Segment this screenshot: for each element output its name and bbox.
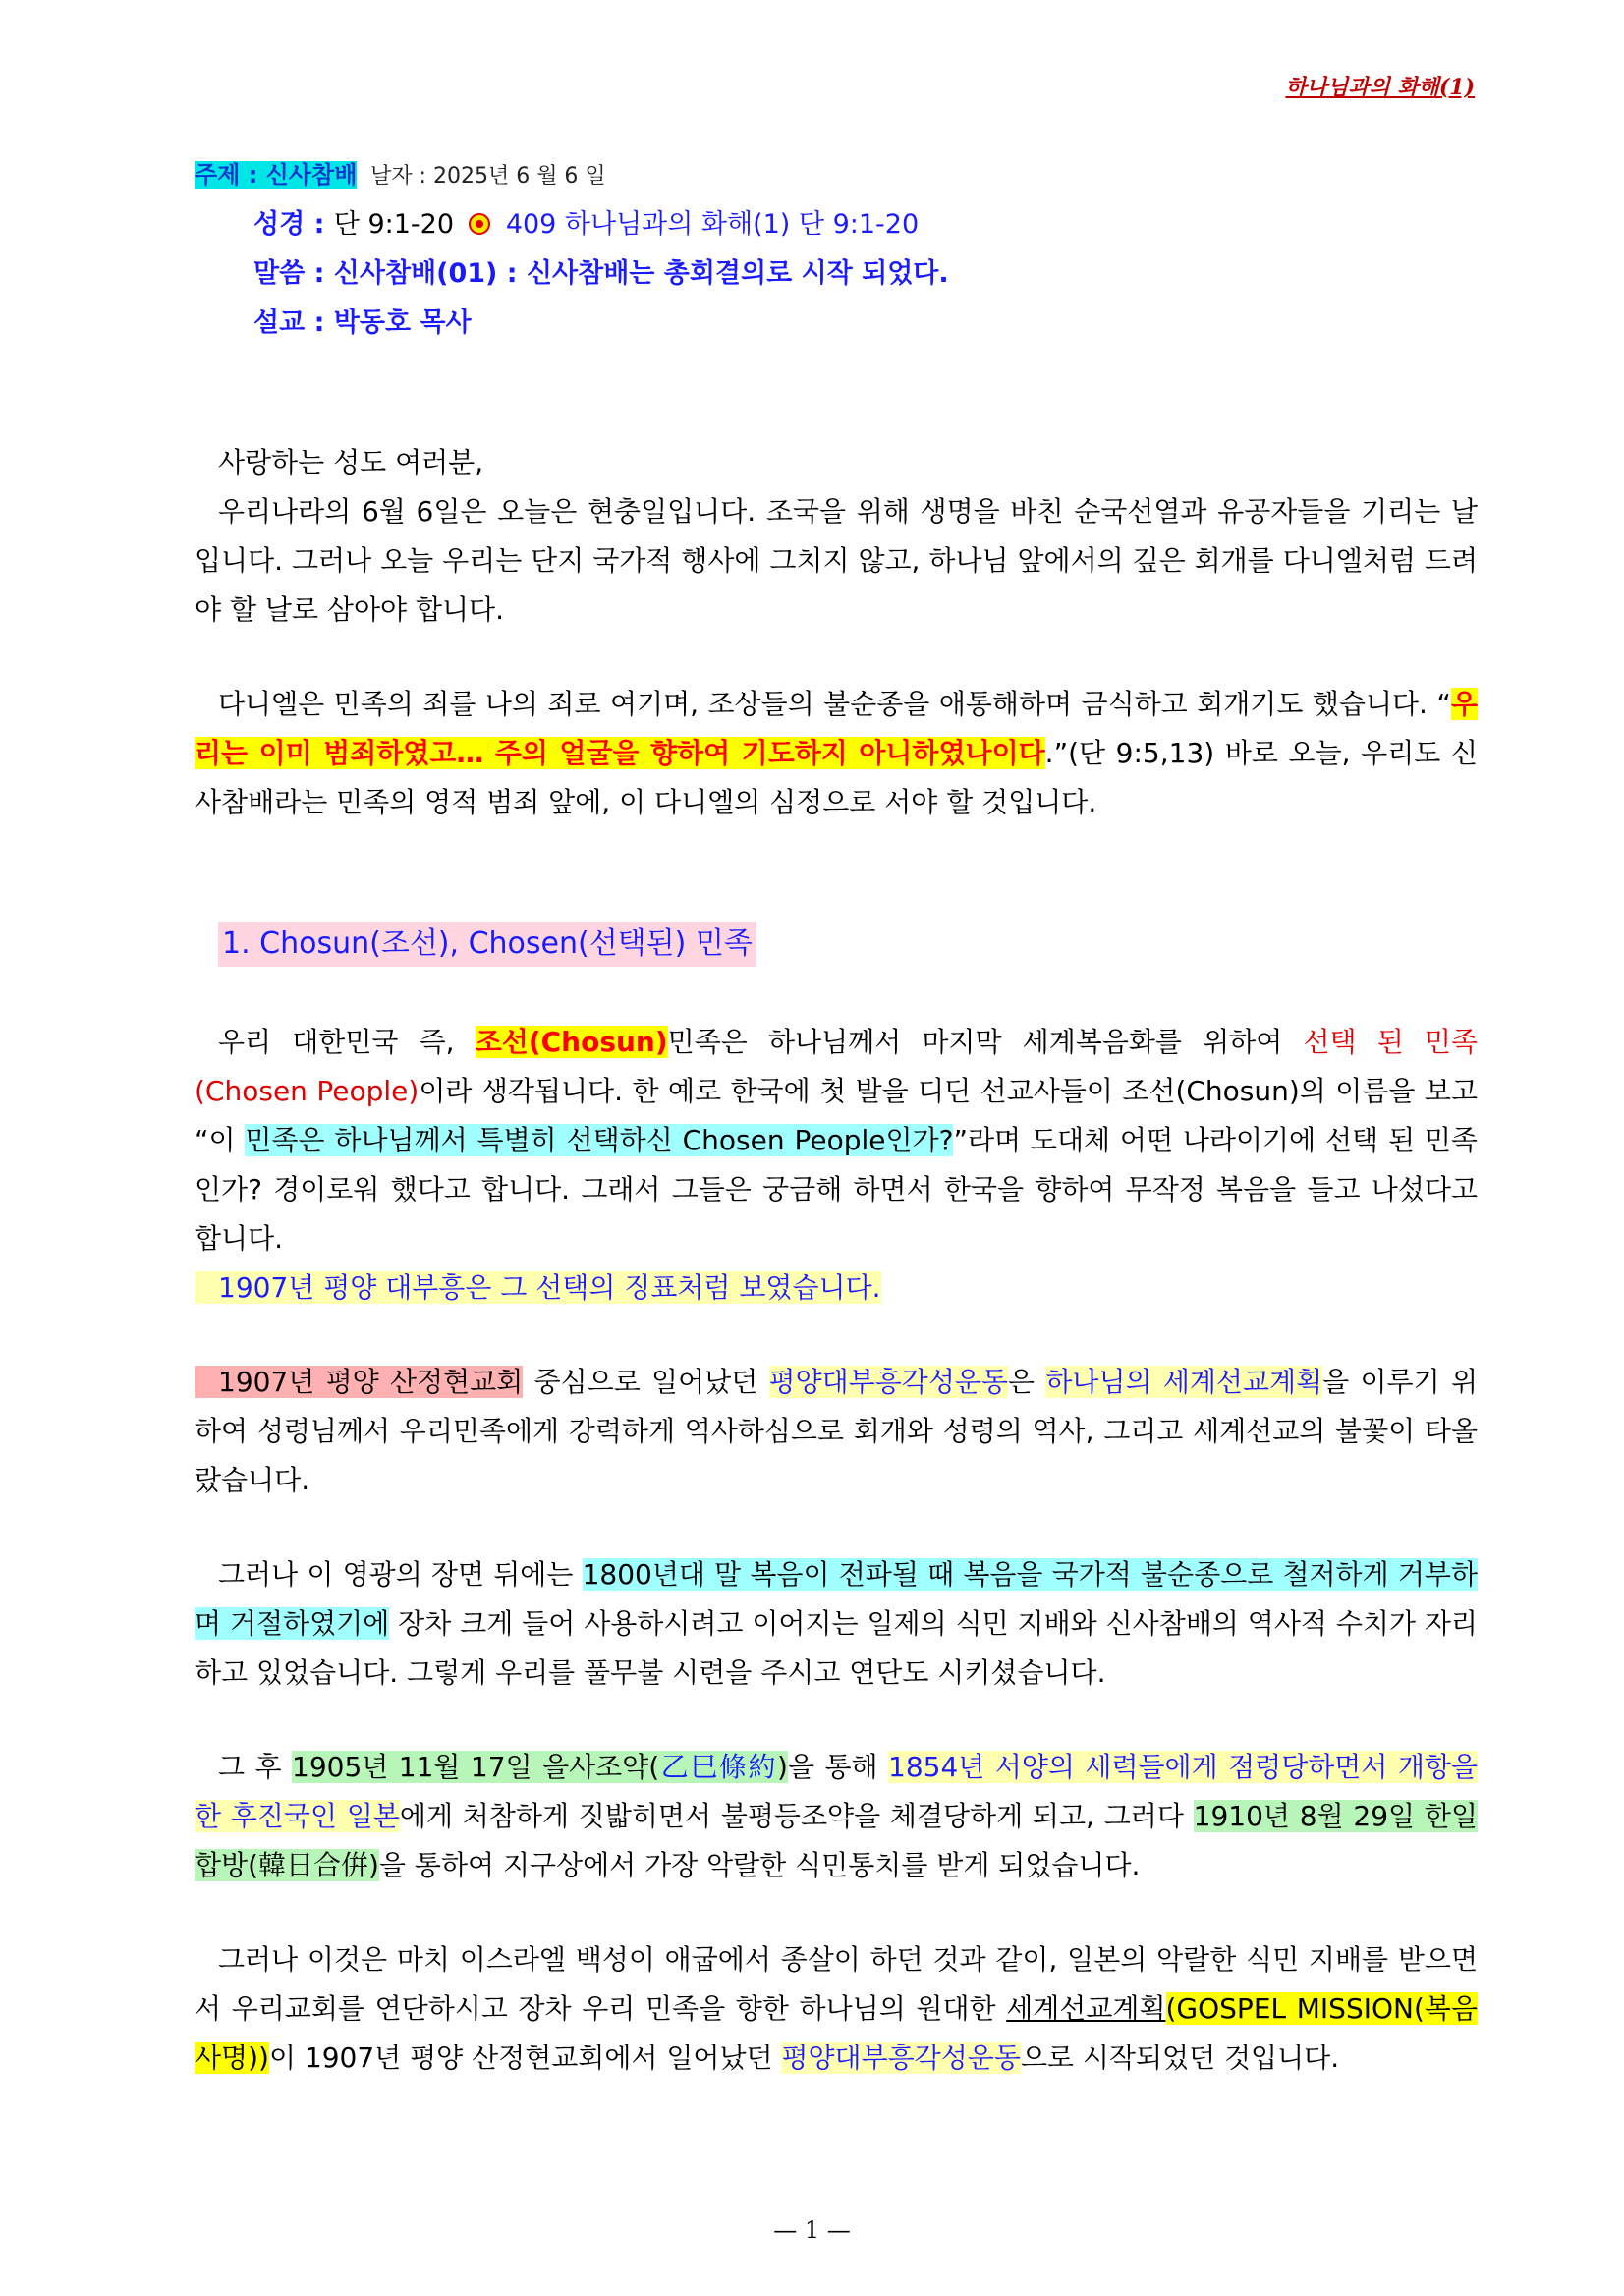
- preacher-row: [253, 301, 472, 339]
- paragraph-6-c: 에게 처참하게 짓밟히면서 불평등조약을 체결당하게 되고, 그러다: [399, 1800, 1194, 1832]
- sermon-title: 신사참배(01) : 신사참배는 총회결의로 시작 되었다.: [333, 258, 949, 289]
- greeting: 사랑하는 성도 여러분,: [218, 446, 484, 478]
- annexation-date: 1910년 8월 29일 한일합방(韓日合倂): [195, 1800, 1478, 1881]
- chosen-people-text: 선택 된 민족 (Chosen People): [195, 1026, 1478, 1107]
- paragraph-7-b: 이 1907년 평양 산정현교회에서 일어났던: [268, 2042, 782, 2074]
- missionary-quote: 민족은 하나님께서 특별히 선택하신 Chosen People인가?: [245, 1124, 954, 1156]
- preacher-label: 설교 :: [253, 308, 325, 338]
- mission-plan: 하나님의 세계선교계획: [1045, 1366, 1323, 1398]
- paragraph-4: [195, 1358, 1478, 1505]
- section-heading: 1. Chosun(조선), Chosen(선택된) 민족: [218, 922, 756, 967]
- paragraph-7: [195, 1935, 1478, 2083]
- history-highlight: 1854년 서양의 세력들에게 점령당하면서 개항을 한 후진국인 일본: [195, 1751, 1478, 1832]
- preacher-name: 박동호 목사: [333, 308, 472, 338]
- rejection-highlight: 1800년대 말 복음이 전파될 때 복음을 국가적 불순종으로 철저하게 거부하며 거절하였기에: [195, 1558, 1478, 1640]
- paragraph-2-tail: .”(단 9:5,13) 바로 오늘, 우리도 신사참배라는 민족의 영적 범죄 앞에, 이 다니엘의 심정으로 서야 할 것입니다.: [195, 737, 1478, 818]
- scripture-label: 성경 :: [253, 209, 325, 240]
- church-highlight: 1907년 평양 산정현교회: [195, 1366, 523, 1398]
- paragraph-1: [195, 487, 1478, 635]
- paragraph-2: [195, 680, 1478, 827]
- paragraph-4-a: 중심으로 일어났던: [523, 1366, 769, 1398]
- revival-note: 1907년 평양 대부흥은 그 선택의 징표처럼 보였습니다.: [195, 1271, 881, 1304]
- paragraph-6: [195, 1743, 1478, 1890]
- paragraph-3-note: [195, 1263, 1478, 1313]
- chosun-highlight: 조선(Chosun): [475, 1026, 668, 1058]
- treaty-hanja: 乙巳條約: [659, 1751, 778, 1783]
- paragraph-7-lead: 그러나 이것은 마치 이스라엘 백성이 애굽에서 종살이 하던 것과 같이, 일본의 악랄한 식민 지배를 받으면서 우리교회를 연단하시고 장차 우리 민족을 향한 하나님의 원대한: [195, 1943, 1478, 2025]
- paragraph-5: [195, 1550, 1478, 1698]
- page-number: — 1 —: [773, 2216, 851, 2244]
- paragraph-3-lead: 우리 대한민국 즉,: [218, 1026, 476, 1058]
- paragraph-3: [195, 1018, 1478, 1263]
- topic-label: 주제 : 신사참배: [195, 161, 358, 189]
- paragraph-5-lead: 그러나 이 영광의 장면 뒤에는: [218, 1558, 583, 1591]
- scripture-ref: 단 9:1-20: [333, 209, 454, 240]
- hymn-text: 409 하나님과의 화해(1) 단 9:1-20: [505, 209, 920, 240]
- revival-movement: 평양대부흥각성운동: [768, 1366, 1008, 1398]
- revival-movement-2: 평양대부흥각성운동: [781, 2042, 1021, 2074]
- paragraph-4-c: 을 이루기 위하여 성령님께서 우리민족에게 강력하게 역사하심으로 회개와 성령의 역사, 그리고 세계선교의 불꽃이 타올랐습니다.: [195, 1366, 1478, 1496]
- paragraph-6-tail: 을 통하여 지구상에서 가장 악랄한 식민통치를 받게 되었습니다.: [378, 1849, 1141, 1881]
- scripture-row: [253, 202, 919, 241]
- running-header: 하나님과의 화해(1): [1285, 75, 1475, 100]
- date-label: 날자 : 2025년 6 월 6 일: [370, 164, 606, 189]
- target-icon: [469, 213, 490, 235]
- treaty-date: 1905년 11월 17일 을사조약(: [292, 1751, 660, 1783]
- paragraph-6-lead: 그 후: [218, 1751, 293, 1783]
- sermon-row: [253, 252, 949, 290]
- paragraph-3-tail: ”라며 도대체 어떤 나라이기에 선택 된 민족인가? 경이로워 했다고 합니다. 그래서 그들은 궁금해 하면서 한국을 향하여 무작정 복음을 들고 나섰다고 합니다.: [195, 1124, 1478, 1255]
- paragraph-3-mid2: 이라 생각됩니다. 한 예로 한국에 첫 발을 디딘 선교사들이 조선(Chosun)의 이름을 보고 “이: [195, 1075, 1478, 1156]
- paragraph-7-tail: 으로 시작되었던 것입니다.: [1020, 2042, 1340, 2074]
- gospel-mission: (GOSPEL MISSION(복음 사명)): [195, 1992, 1478, 2074]
- paragraph-4-b: 은: [1007, 1366, 1046, 1398]
- paragraph-3-mid: 민족은 하나님께서 마지막 세계복음화를 위하여: [667, 1026, 1304, 1058]
- paragraph-5-tail: 장차 크게 들어 사용하시려고 이어지는 일제의 식민 지배와 신사참배의 역사적 수치가 자리하고 있었습니다. 그렇게 우리를 풀무불 시련을 주시고 연단도 시키셨습니다.: [195, 1607, 1478, 1689]
- paragraph-2-lead: 다니엘은 민족의 죄를 나의 죄로 여기며, 조상들의 불순종을 애통해하며 금식하고 회개기도 했습니다. “: [218, 688, 1451, 720]
- paragraph-6-b: 을 통해: [787, 1751, 889, 1783]
- meta-topic-line: [195, 155, 606, 190]
- sermon-label: 말씀 :: [253, 258, 325, 289]
- daniel-quote: 우리는 이미 범죄하였고… 주의 얼굴을 향하여 기도하지 아니하였나이다: [195, 688, 1478, 769]
- treaty-close: ): [777, 1751, 788, 1783]
- paragraph-1-text: 우리나라의 6월 6일은 오늘은 현충일입니다. 조국을 위해 생명을 바친 순국선열과 유공자들을 기리는 날입니다. 그러나 오늘 우리는 단지 국가적 행사에 그치지 않고, 하나님 앞에서의 깊은 회개를 다니엘처럼 드려야 할 날로 삼아야 합니다.: [195, 495, 1478, 626]
- world-mission-plan: 세계선교계획: [1006, 1992, 1166, 2025]
